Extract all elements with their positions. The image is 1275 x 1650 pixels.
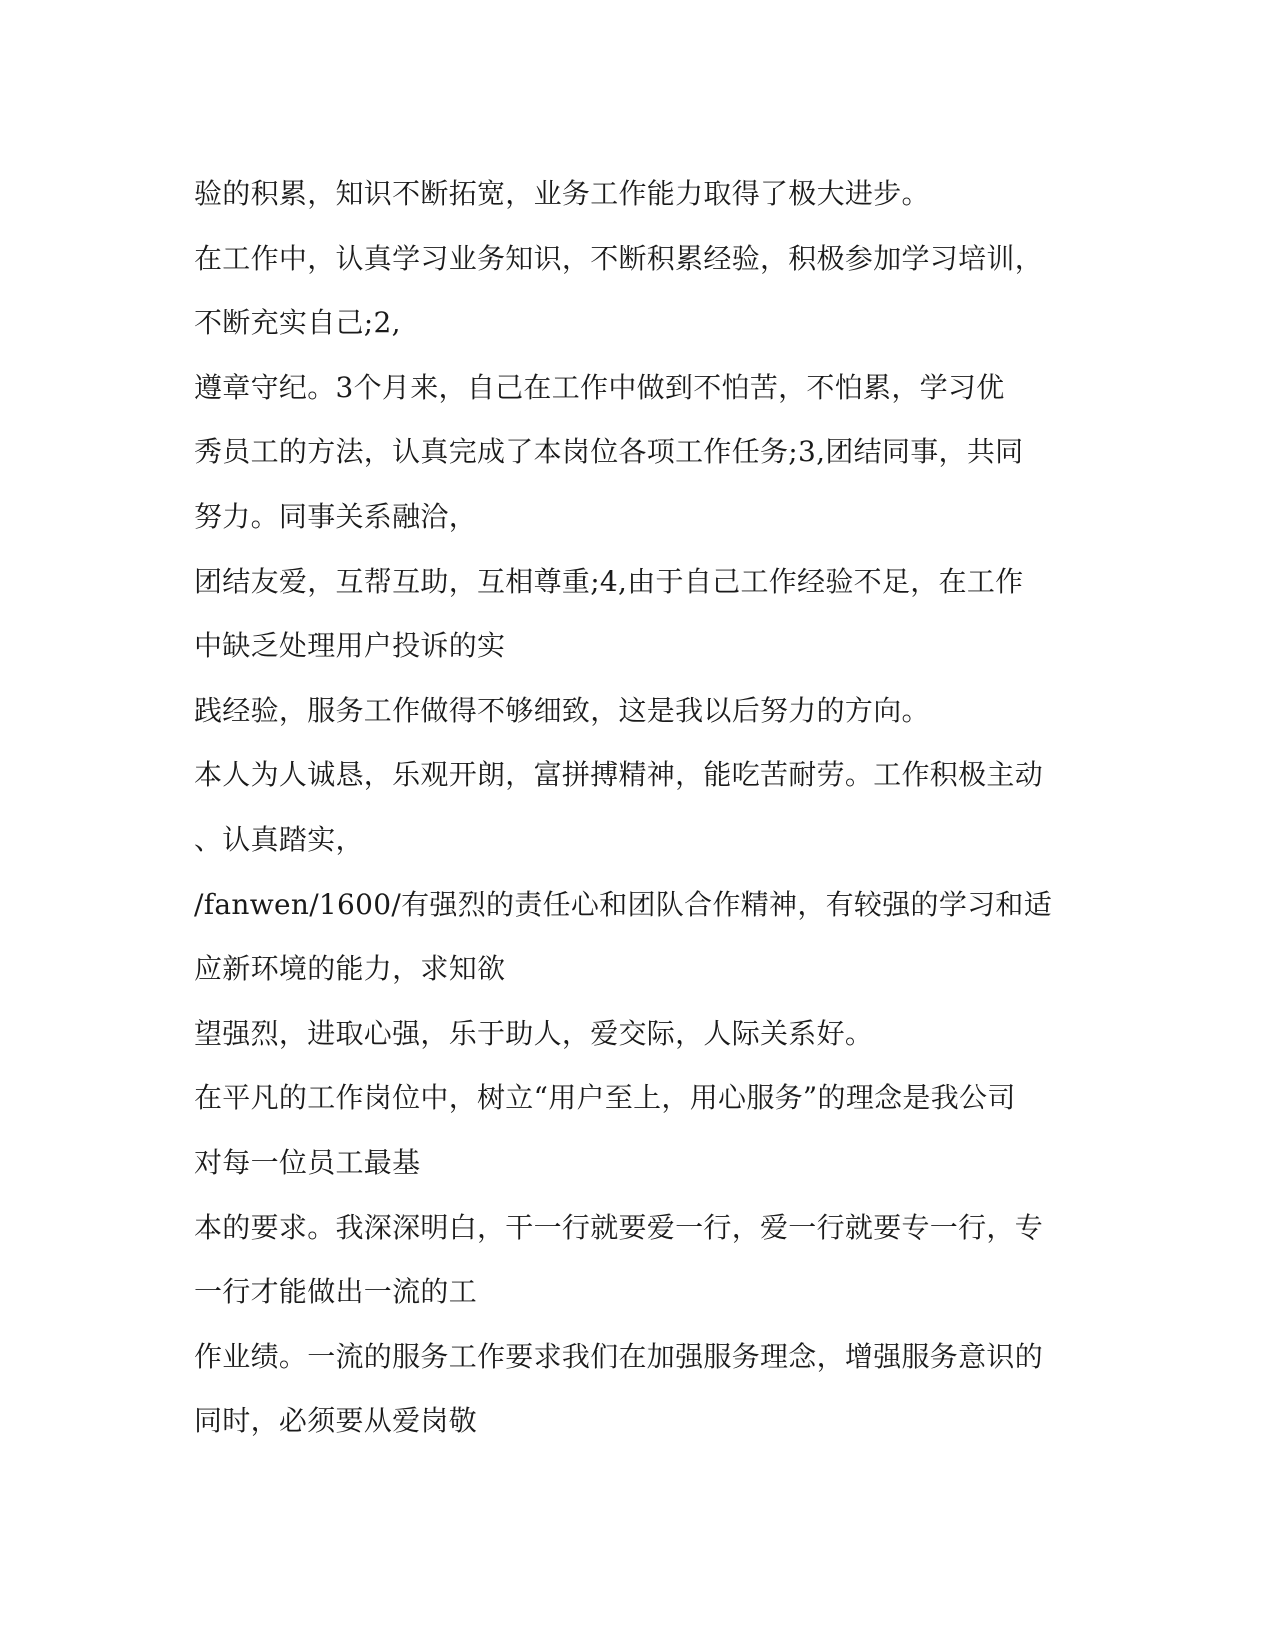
text-line: 在工作中，认真学习业务知识，不断积累经验，积极参加学习培训， xyxy=(194,241,1044,275)
text-line: 验的积累，知识不断拓宽，业务工作能力取得了极大进步。 xyxy=(194,177,930,210)
text-line: 作业绩。一流的服务工作要求我们在加强服务理念，增强服务意识的 xyxy=(194,1339,1044,1373)
text-line: 对每一位员工最基 xyxy=(194,1145,421,1179)
text-line: 秀员工的方法，认真完成了本岗位各项工作任务;3,团结同事，共同 xyxy=(194,435,1024,469)
text-line: 望强烈，进取心强，乐于助人，爱交际，人际关系好。 xyxy=(194,1016,874,1050)
text-line: 应新环境的能力，求知欲 xyxy=(194,952,506,986)
text-line: 团结友爱，互帮互助，互相尊重;4,由于自己工作经验不足，在工作 xyxy=(194,564,1024,598)
text-line: 本人为人诚恳，乐观开朗，富拼搏精神，能吃苦耐劳。工作积极主动 xyxy=(194,758,1044,792)
text-line: 一行才能做出一流的工 xyxy=(194,1275,478,1309)
text-line: 不断充实自己;2, xyxy=(194,306,401,340)
text-line: 践经验，服务工作做得不够细致，这是我以后努力的方向。 xyxy=(194,693,930,727)
text-line: 中缺乏处理用户投诉的实 xyxy=(194,629,506,663)
text-line: 在平凡的工作岗位中，树立“用户至上，用心服务”的理念是我公司 xyxy=(194,1081,1016,1115)
document-body xyxy=(194,162,1074,1454)
text-line: 同时，必须要从爱岗敬 xyxy=(194,1404,478,1438)
text-line: 本的要求。我深深明白，干一行就要爱一行，爱一行就要专一行，专 xyxy=(194,1210,1044,1244)
text-line: 、认真踏实， xyxy=(194,822,364,856)
text-line: /fanwen/1600/有强烈的责任心和团队合作精神，有较强的学习和适 xyxy=(194,887,1053,921)
text-line: 努力。同事关系融洽， xyxy=(194,499,478,533)
text-line: 遵章守纪。3个月来，自己在工作中做到不怕苦，不怕累，学习优 xyxy=(194,370,1005,404)
